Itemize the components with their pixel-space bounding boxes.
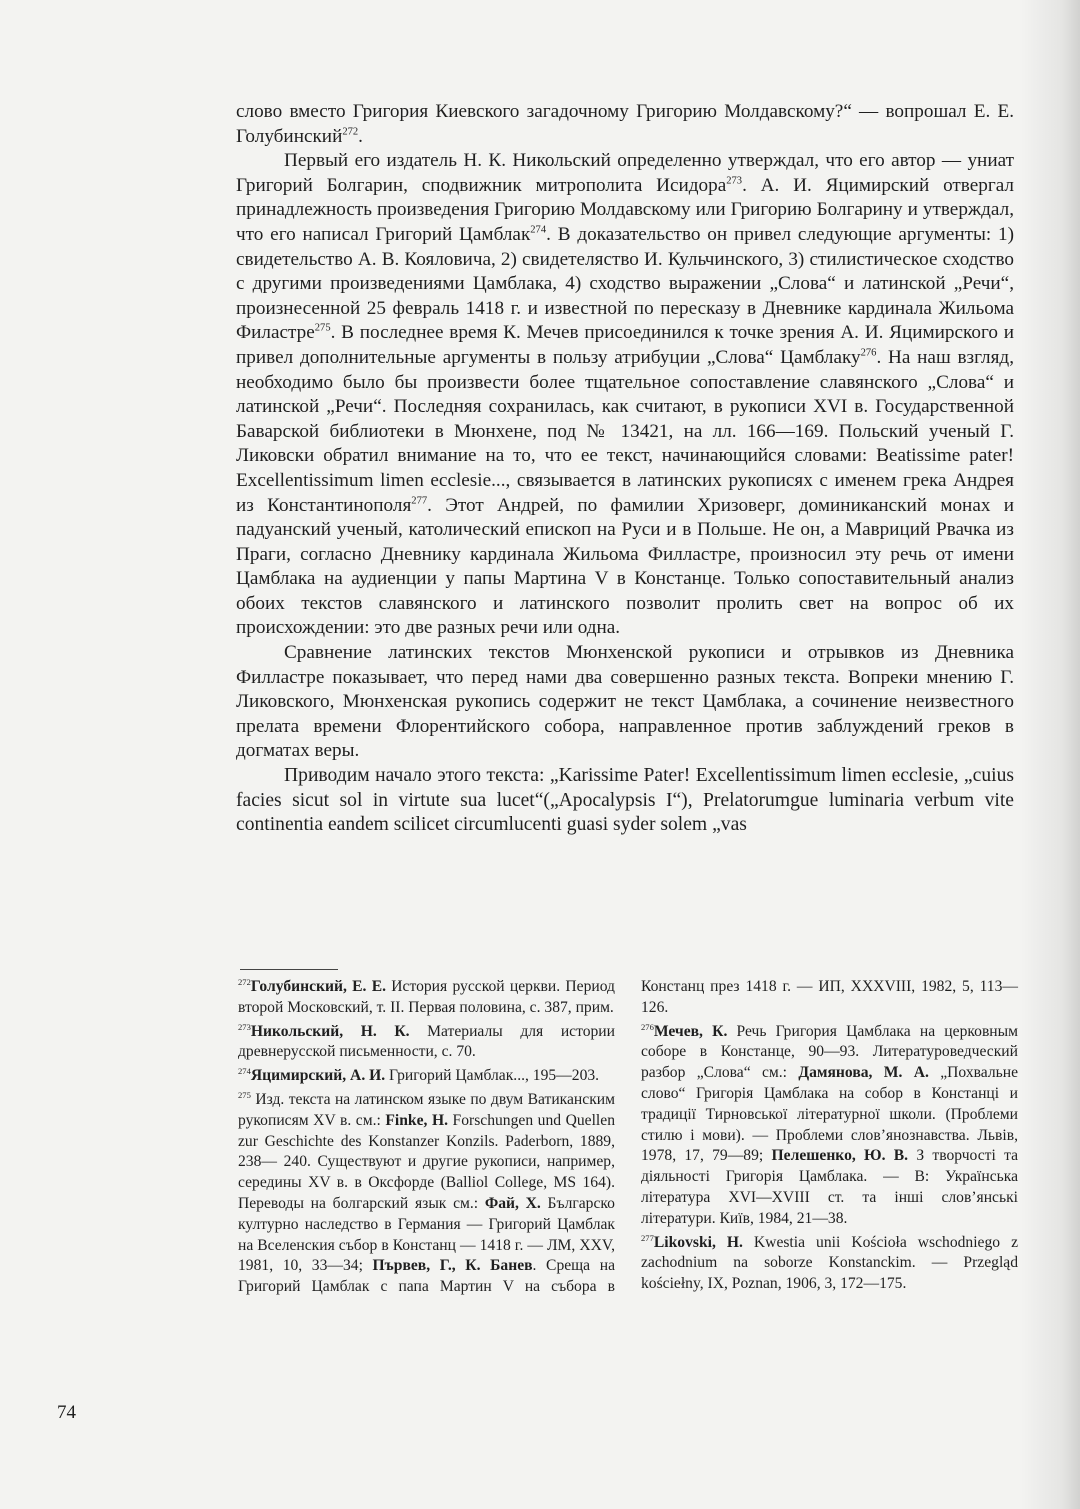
paragraph-3: Сравнение латинских текстов Мюнхенской рукописи и отрывков из Дневника Филластре показывает, что перед нами два совершенно разных текста. Вопреки мнению Г. Ликовского, Мюнхенская рукопись содержит не текст Цамблака, а сочинение неизвестного прелата времени Флорентийского собора, направленное против заблуждений греков в догматах веры.: [236, 642, 1014, 762]
page-number: 74: [57, 1402, 76, 1423]
footnote-ref-276[interactable]: 276: [860, 347, 877, 359]
footnote-274: $^{274}$Яцимирский, А. И. Григорий Цамблак..., 195—203.: [238, 1066, 600, 1085]
footnote-ref-275[interactable]: 275: [314, 322, 331, 334]
footnote-ref-273[interactable]: 273: [726, 175, 743, 187]
footnote-276: $^{276}$Мечев, К. Речь Григория Цамблака на церковным соборе в Констанце, 90—93. Литературоведческий разбор „Слова“ см.: Дамянова, М. А. „Похвальне слово“ Григорія Цамблака на собор в Констанці и традиції Тирновської літературної школи. (Проблеми стилю і мови). — Проблеми слов’янознавства. Львів, 1978, 17, 79—89; Пелешенко, Ю. В. З творчості та діяльності Григорія Цамблака. — В: Українська література XVI—XVIII ст. та інші слов’янські літератури. Київ, 1984, 21—38.: [641, 1021, 1018, 1227]
paragraph-1: слово вместо Григория Киевского загадочному Григорию Молдавскому?“ — вопрошал Е. Е. Голубинский$^{272}$.: [236, 101, 1014, 147]
footnote-ref-274[interactable]: 274: [530, 224, 547, 236]
footnote-ref-272[interactable]: 272: [342, 126, 359, 138]
footnote-272: $^{272}$Голубинский, Е. Е. История русской церкви. Период второй Московский, т. II. Первая половина, с. 387, прим.: [238, 976, 615, 1016]
footnotes: [238, 977, 1018, 1298]
footnote-277: $^{277}$Likovski, H. Kwestia unii Kościoła wschodniego z zachodnium na soborze Konstanckim. — Przegląd kościełny, IX, Poznan, 1906, 3, 172—175.: [641, 1232, 1018, 1293]
footnote-divider: [240, 969, 338, 970]
paragraph-4: Приводим начало этого текста: „Karissime Pater! Excellentissimum limen ecclesie, „cuius facies sicut sol in virtute sua lucet“(„Apocalypsis I“), Prelatorumgue luminaria verbum vite continentia eandem scilicet circumlucenti guasi syder solem „vas: [236, 765, 1014, 836]
page-edge-shadow: [1020, 0, 1080, 1509]
main-text: [236, 100, 1014, 838]
footnote-273: $^{273}$Никольский, Н. К. Материалы для истории древнерусской письменности, с. 70.: [238, 1021, 615, 1061]
footnote-275: $^{275}$ Изд. текста на латинском языке по двум Ватиканским рукописям XV в. см.: Finke, H. Forschungen und Quellen zur Geschichte des Konstanzer Konzils. Paderborn, 1889, 238— 240. Существуют и другие рукописи, например, середины XV в. в Оксфорде (Balliol College, MS 164). Переводы на болгарский язык см.: Фай, Х. Българско културно наследство в Германия — Григорий Цамблак на Вселенския събор в Констанц — 1418 г. — ЛМ, XXV, 1981, 10, 33—34; Първев, Г., К. Банев. Среща на Григорий Цамблак с папа Мартин V на събора в Констанц през 1418 г. — ИП, XXXVIII, 1982, 5, 113—126.: [238, 978, 1018, 1296]
paragraph-2: Первый его издатель Н. К. Никольский определенно утверждал, что его автор — униат Григорий Болгарин, сподвижник митрополита Исидора$^{273}$. А. И. Яцимирский отвергал принадлежность произведения Григорию Молдавскому или Григорию Болгарину и утверждал, что его написал Григорий Цамблак$^{274}$. В доказательство он привел следующие аргументы: 1) свидетельство А. В. Кояловича, 2) свидетеляство И. Кульчинского, 3) стилистическое сходство с другими произведениями Цамблака, 4) сходство выражении „Слова“ и латинской „Речи“, произнесенной 25 февраль 1418 г. и известной по пересказу в Дневнике кардинала Жильома Филастре$^{275}$. В последнее время К. Мечев присоединился к точке зрения А. И. Яцимирского и привел дополнительные аргументы в пользу атрибуции „Слова“ Цамблаку$^{276}$. На наш взгляд, необходимо было бы произвести более тщательное сопоставление славянского „Слова“ и латинской „Речи“. Последняя сохранилась, как считают, в рукописи XVI в. Государственной Баварской библиотеки в Мюнхене, под № 13421, на лл. 166—169. Польский ученый Г. Ликовски обратил внимание на то, что ее текст, начинающийся словами: Beatissime pater! Excellentissimum limen ecclesie..., связывается в латинских рукописях с именем грека Андрея из Константинополя$^{277}$. Этот Андрей, по фамилии Хризоверг, доминиканский монах и падуанский ученый, католический епископ на Руси и в Польше. Не он, а Мавриций Рвачка из Праги, согласно Дневнику кардинала Жильома Филластре, произносил эту речь от имени Цамблака на аудиенции у папы Мартина V в Констанце. Только сопоставительный анализ обоих текстов славянского и латинского позволит пролить свет на вопрос об их происхождении: это две разных речи или одна.: [236, 150, 1014, 639]
footnote-ref-277[interactable]: 277: [411, 495, 428, 507]
